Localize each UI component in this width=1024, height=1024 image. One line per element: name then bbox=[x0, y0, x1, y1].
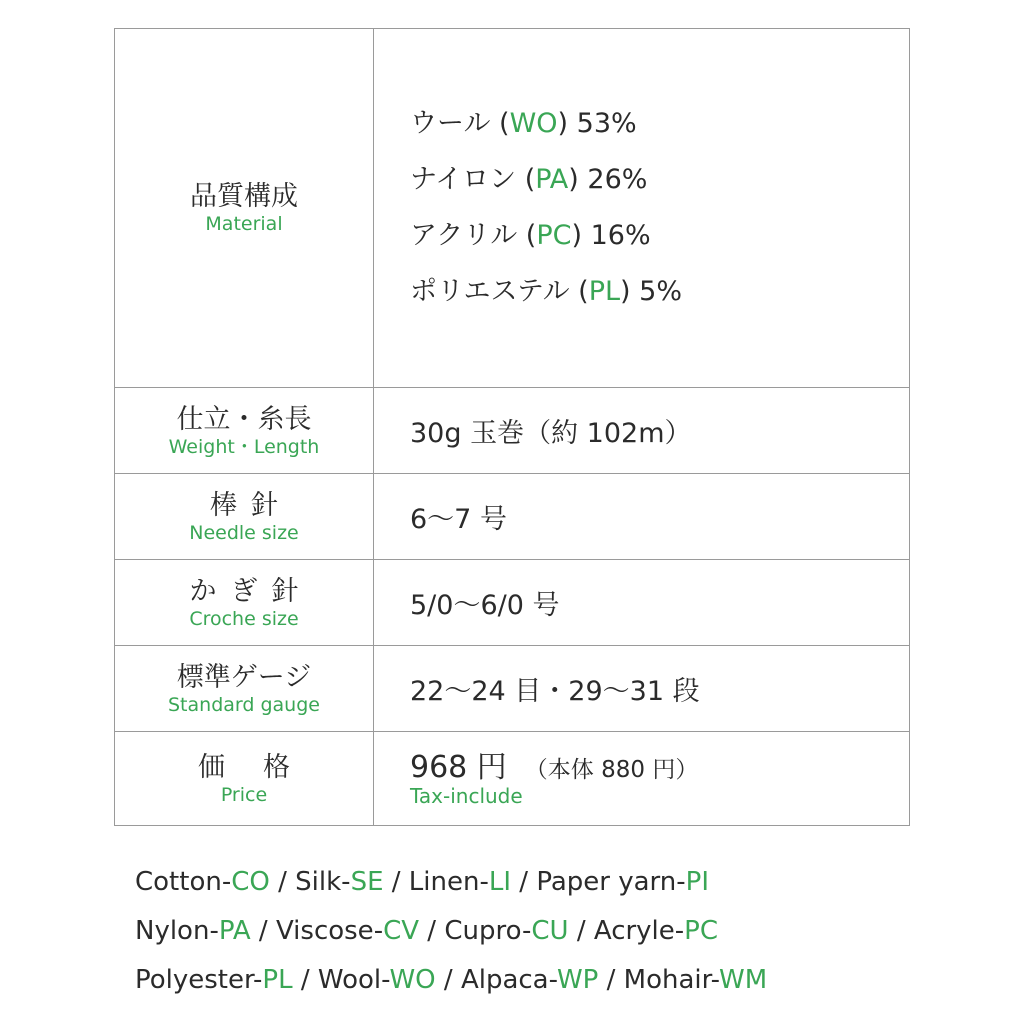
legend-fiber-code: CO bbox=[231, 867, 270, 897]
legend-fiber-code: SE bbox=[350, 867, 384, 897]
crochet-value: 5/0〜6/0 号 bbox=[410, 590, 560, 621]
legend-line: Cotton-CO / Silk-SE / Linen-LI / Paper yarn-PI bbox=[135, 867, 709, 897]
legend-fiber-name: Acryle bbox=[593, 916, 675, 946]
material-name: ウール bbox=[410, 108, 491, 139]
fiber-code-legend bbox=[135, 858, 767, 1005]
material-percent: 53% bbox=[576, 108, 637, 139]
legend-item: Cupro-CU bbox=[444, 916, 569, 946]
legend-fiber-code: CU bbox=[531, 916, 569, 946]
legend-item: Mohair-WM bbox=[623, 965, 768, 995]
material-percent: 5% bbox=[639, 276, 682, 307]
legend-fiber-code: WO bbox=[389, 965, 436, 995]
needle-label-en: Needle size bbox=[189, 521, 299, 544]
weight-label-en: Weight・Length bbox=[168, 435, 320, 458]
price-label-jp: 価格 bbox=[198, 751, 328, 783]
spec-table bbox=[114, 28, 910, 826]
material-code: PA bbox=[535, 164, 569, 195]
legend-item: Paper yarn-PI bbox=[536, 867, 709, 897]
needle-label-cell bbox=[115, 474, 374, 560]
needle-label-jp: 棒針 bbox=[210, 489, 292, 521]
crochet-label-jp: かぎ針 bbox=[189, 575, 313, 607]
crochet-row bbox=[115, 560, 910, 646]
gauge-label-cell bbox=[115, 646, 374, 732]
legend-fiber-code: PC bbox=[684, 916, 719, 946]
legend-item: Viscose-CV bbox=[275, 916, 420, 946]
legend-fiber-name: Cupro bbox=[444, 916, 522, 946]
price-value: 968 円 bbox=[410, 749, 507, 785]
material-percent: 26% bbox=[587, 164, 648, 195]
tax-note: Tax-include bbox=[410, 783, 523, 808]
material-name: ナイロン bbox=[410, 164, 517, 195]
material-row bbox=[115, 29, 910, 388]
price-row bbox=[115, 732, 910, 826]
legend-fiber-name: Linen bbox=[408, 867, 480, 897]
legend-fiber-name: Cotton bbox=[135, 867, 222, 897]
legend-item: Linen-LI bbox=[408, 867, 512, 897]
material-item: アクリル (PC) 16% bbox=[410, 220, 651, 251]
material-list bbox=[410, 96, 909, 320]
weight-value: 30g 玉巻（約 102m） bbox=[410, 418, 692, 449]
crochet-value-cell bbox=[374, 560, 910, 646]
legend-line: Nylon-PA / Viscose-CV / Cupro-CU / Acryle-PC bbox=[135, 916, 719, 946]
weight-label-jp: 仕立・糸長 bbox=[176, 403, 312, 435]
crochet-label-en: Croche size bbox=[189, 607, 299, 630]
legend-fiber-code: LI bbox=[488, 867, 512, 897]
legend-item: Polyester-PL bbox=[135, 965, 293, 995]
material-code: PL bbox=[588, 276, 621, 307]
legend-fiber-code: WP bbox=[556, 965, 599, 995]
price-label-cell bbox=[115, 732, 374, 826]
price-label-en: Price bbox=[220, 783, 268, 806]
gauge-value-cell bbox=[374, 646, 910, 732]
gauge-value: 22〜24 目・29〜31 段 bbox=[410, 676, 700, 707]
material-item: ポリエステル (PL) 5% bbox=[410, 276, 682, 307]
legend-fiber-code: PL bbox=[262, 965, 293, 995]
legend-line: Polyester-PL / Wool-WO / Alpaca-WP / Mohair-WM bbox=[135, 965, 768, 995]
material-label-jp: 品質構成 bbox=[190, 181, 298, 212]
gauge-label-en: Standard gauge bbox=[168, 693, 320, 716]
price-base-value: （本体 880 円） bbox=[524, 756, 699, 783]
needle-row bbox=[115, 474, 910, 560]
gauge-row bbox=[115, 646, 910, 732]
legend-fiber-name: Wool bbox=[317, 965, 382, 995]
legend-fiber-code: PI bbox=[685, 867, 709, 897]
legend-item: Wool-WO bbox=[317, 965, 436, 995]
legend-item: Acryle-PC bbox=[593, 916, 719, 946]
legend-fiber-code: PA bbox=[218, 916, 251, 946]
material-label-cell bbox=[115, 29, 374, 388]
material-label-en: Material bbox=[205, 213, 283, 235]
material-name: アクリル bbox=[410, 220, 518, 251]
legend-fiber-name: Nylon bbox=[135, 916, 210, 946]
material-code: PC bbox=[536, 220, 572, 251]
legend-item: Alpaca-WP bbox=[460, 965, 599, 995]
needle-value: 6〜7 号 bbox=[410, 504, 507, 535]
crochet-label-cell bbox=[115, 560, 374, 646]
legend-item: Nylon-PA bbox=[135, 916, 251, 946]
weight-value-cell bbox=[374, 388, 910, 474]
legend-fiber-name: Paper yarn bbox=[536, 867, 677, 897]
price-value-cell bbox=[374, 732, 910, 826]
legend-fiber-name: Silk bbox=[295, 867, 342, 897]
material-percent: 16% bbox=[590, 220, 651, 251]
material-code: WO bbox=[509, 108, 558, 139]
legend-fiber-name: Mohair bbox=[623, 965, 711, 995]
legend-fiber-code: CV bbox=[383, 916, 420, 946]
legend-fiber-name: Viscose bbox=[275, 916, 374, 946]
legend-fiber-name: Alpaca bbox=[460, 965, 549, 995]
gauge-label-jp: 標準ゲージ bbox=[176, 661, 312, 693]
legend-fiber-code: WM bbox=[718, 965, 768, 995]
material-name: ポリエステル bbox=[410, 276, 570, 307]
legend-item: Cotton-CO bbox=[135, 867, 270, 897]
material-item: ウール (WO) 53% bbox=[410, 108, 637, 139]
legend-item: Silk-SE bbox=[295, 867, 384, 897]
weight-row bbox=[115, 388, 910, 474]
needle-value-cell bbox=[374, 474, 910, 560]
legend-fiber-name: Polyester bbox=[135, 965, 254, 995]
weight-label-cell bbox=[115, 388, 374, 474]
material-value-cell bbox=[374, 29, 910, 388]
material-item: ナイロン (PA) 26% bbox=[410, 164, 648, 195]
